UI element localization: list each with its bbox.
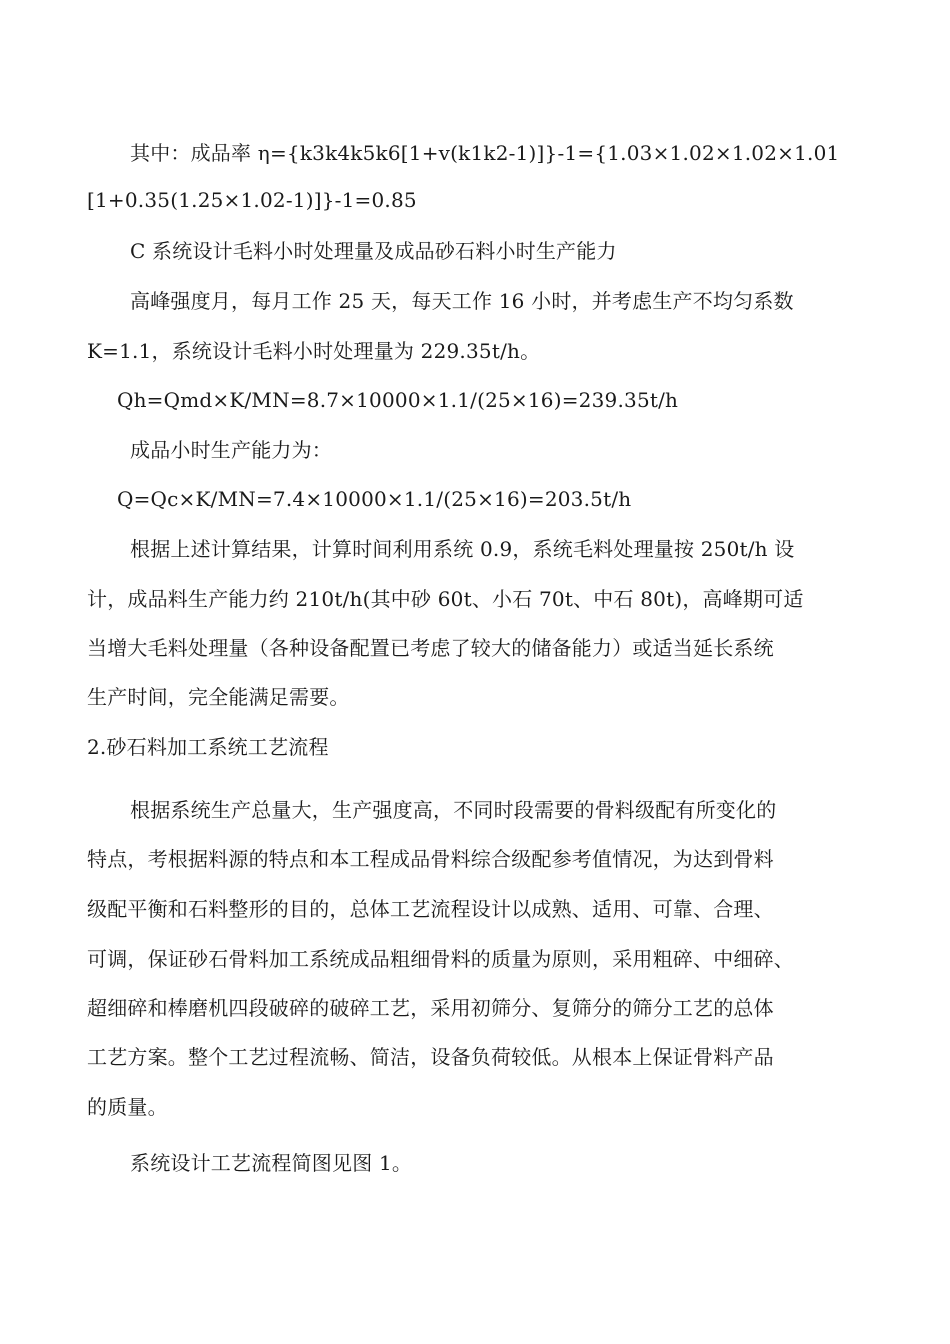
process-paragraph-line-5: 超细碎和棒磨机四段破碎的破碎工艺，采用初筛分、复筛分的筛分工艺的总体 (87, 996, 774, 1020)
process-paragraph-line-1: 根据系统生产总量大，生产强度高，不同时段需要的骨料级配有所变化的 (130, 798, 777, 822)
peak-month-paragraph-line-2: K=1.1，系统设计毛料小时处理量为 229.35t/h。 (87, 339, 541, 363)
process-paragraph-line-6: 工艺方案。整个工艺过程流畅、简洁，设备负荷较低。从根本上保证骨料产品 (87, 1045, 774, 1069)
capacity-label: 成品小时生产能力为： (130, 438, 332, 462)
calc-result-paragraph-line-1: 根据上述计算结果，计算时间利用系统 0.9，系统毛料处理量按 250t/h 设 (130, 537, 795, 561)
process-paragraph-line-3: 级配平衡和石料整形的目的，总体工艺流程设计以成熟、适用、可靠、合理、 (87, 897, 774, 921)
figure-reference: 系统设计工艺流程简图见图 1。 (130, 1151, 413, 1175)
peak-month-paragraph-line-1: 高峰强度月，每月工作 25 天，每天工作 16 小时，并考虑生产不均匀系数 (130, 289, 794, 313)
calc-result-paragraph-line-3: 当增大毛料处理量（各种设备配置已考虑了较大的储备能力）或适当延长系统 (87, 636, 774, 660)
process-paragraph-line-4: 可调，保证砂石骨料加工系统成品粗细骨料的质量为原则，采用粗碎、中细碎、 (87, 947, 794, 971)
section-heading-2: 2.砂石料加工系统工艺流程 (87, 735, 329, 759)
section-heading-c: C 系统设计毛料小时处理量及成品砂石料小时生产能力 (130, 239, 617, 263)
calc-result-paragraph-line-2: 计，成品料生产能力约 210t/h(其中砂 60t、小石 70t、中石 80t)，高峰期可适 (87, 587, 804, 611)
process-paragraph-line-7: 的质量。 (87, 1095, 168, 1119)
process-paragraph-line-2: 特点，考根据料源的特点和本工程成品骨料综合级配参考值情况，为达到骨料 (87, 847, 774, 871)
q-formula: Q=Qc×K/MN=7.4×10000×1.1/(25×16)=203.5t/h (117, 487, 632, 511)
calc-result-paragraph-line-4: 生产时间，完全能满足需要。 (87, 685, 350, 709)
yield-formula-line-2: [1+0.35(1.25×1.02-1)]}-1=0.85 (87, 188, 417, 212)
yield-formula-line-1: 其中：成品率 η={k3k4k5k6[1+v(k1k2-1)]}-1={1.03×1.02×1.02×1.01 (130, 141, 840, 165)
qh-formula: Qh=Qmd×K/MN=8.7×10000×1.1/(25×16)=239.35t/h (117, 388, 679, 412)
